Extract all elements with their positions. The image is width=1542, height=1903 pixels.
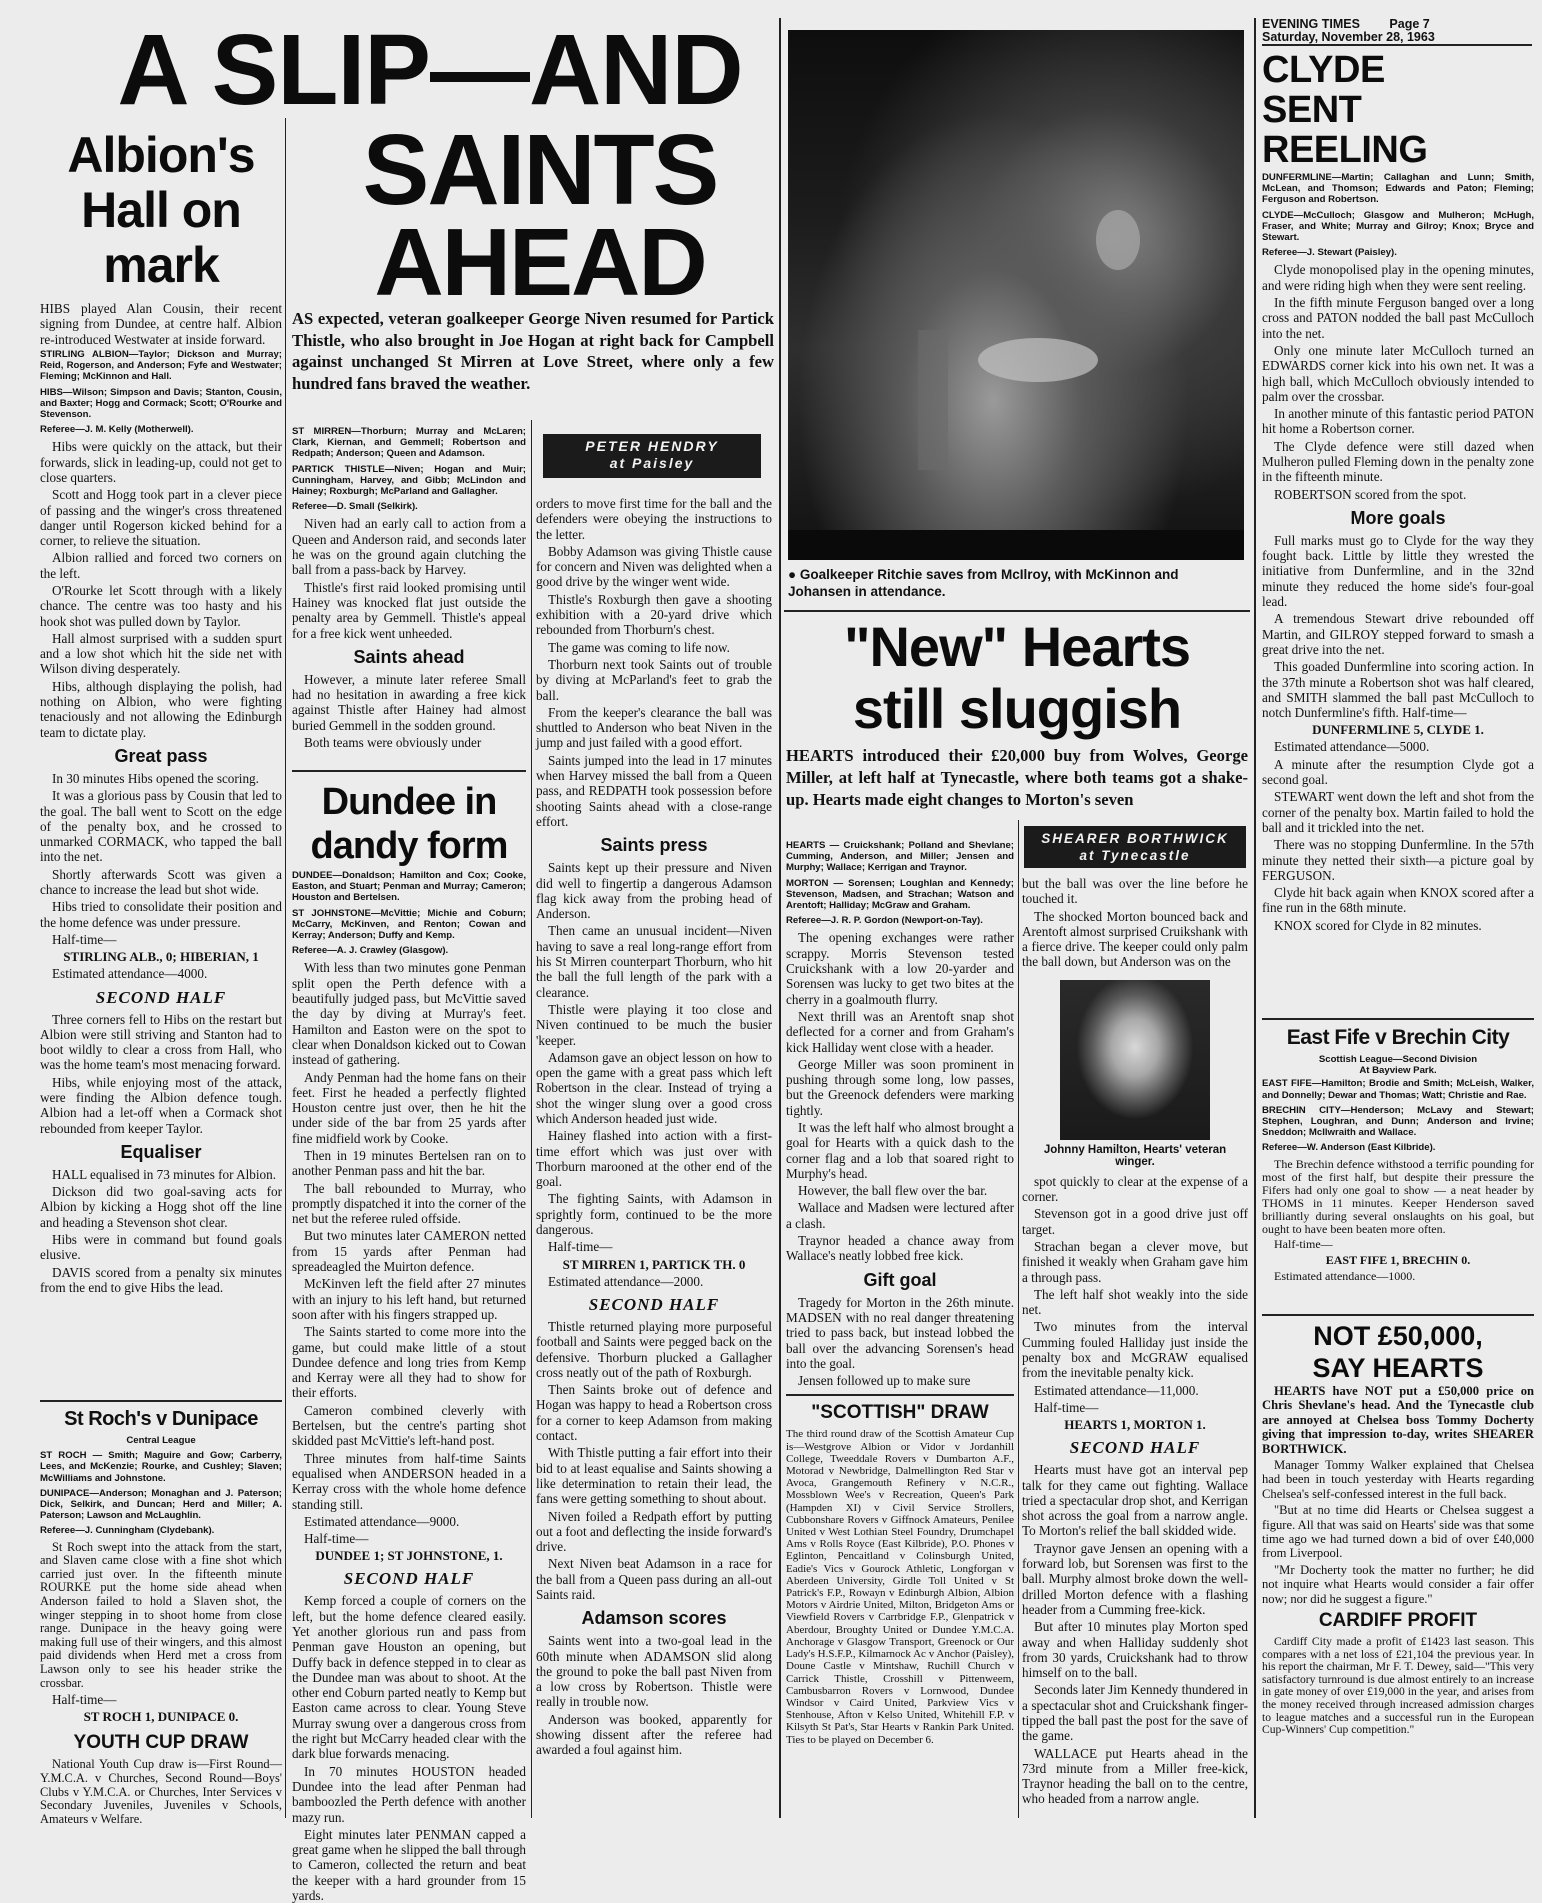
paragraph: HALL equalised in 73 minutes for Albion. [52, 1166, 277, 1182]
dundee-lineup: DUNDEE—Donaldson; Hamilton and Cox; Cooke, Easton, and Stuart; Penman and Murray; Cameron; Houston and Bertelsen. [292, 870, 526, 904]
paragraph: HEARTS have NOT put a £50,000 price on Chris Shevlane's head. And the Tynecastle club are annoyed at Chelsea boss Tommy Docherty giving that impression to-day, writes SHEARER BORTHWICK. [1262, 1384, 1534, 1456]
masthead [1262, 18, 1532, 46]
eastfife-lineup: EAST FIFE—Hamilton; Brodie and Smith; McLeish, Walker, and Donnelly; Dewar and Thomas; Watt; Christie and Rae. [1262, 1078, 1534, 1101]
divider [784, 610, 1250, 612]
youth-headline: YOUTH CUP DRAW [73, 1732, 249, 1754]
hearts-byline [1024, 826, 1246, 868]
paragraph: It was a glorious pass by Cousin that led to the goal. The ball went to Scott on the edge of the penalty box, and he crossed to unmarked CORMACK, who tapped the ball into the net. [40, 788, 282, 865]
paragraph: Traynor gave Jensen an opening with a forward lob, but Sorensen was first to the ball. Murphy almost broke down the well-drilled Morton defence with a flashing header from a Cumming free-kick. [1022, 1540, 1248, 1617]
clyde-referee: Referee—J. Stewart (Paisley). [1262, 247, 1397, 259]
paragraph: but the ball was over the line before he touched it. [1022, 876, 1248, 907]
paragraph: Wallace and Madsen were lectured after a clash. [786, 1200, 1014, 1231]
halftime-label: Half-time— [1034, 1399, 1099, 1415]
masthead-paper: EVENING TIMES [1262, 17, 1360, 31]
match-photo [788, 30, 1244, 560]
albion-headline-line: Albion's [67, 127, 255, 183]
notfifty-headline-line: NOT £50,000, [1313, 1321, 1483, 1351]
clyde-article [1262, 50, 1534, 1030]
hearts-lineup: HEARTS — Cruickshank; Polland and Shevlane; Cumming, Anderson, and Miller; Jensen and Murphy; Wallace; Kerrigan and Traynor. [786, 840, 1014, 874]
cardiff-headline: CARDIFF PROFIT [1318, 1610, 1478, 1632]
paragraph: Thorburn next took Saints out of trouble by diving at McParland's feet to grab the ball. [536, 656, 772, 703]
paragraph: Jensen followed up to make sure [798, 1373, 971, 1389]
paragraph: A tremendous Stewart drive rebounded off Martin, and GILROY stepped forward to smash a great drive into the net. [1262, 611, 1534, 657]
column-rule [531, 420, 532, 1818]
paragraph: From the keeper's clearance the ball was shuttled to Anderson who beat Niven in the jump and just failed with a good effort. [536, 704, 772, 751]
albion-subhead-second-half: SECOND HALF [95, 987, 227, 1007]
paragraph: Adamson gave an object lesson on how to open the game with a great pass which left Robertson in the clear. Instead of trying a shot the winger slung over a good cross which Anderson headed just wide. [536, 1049, 772, 1126]
dundee-subhead-second-half: SECOND HALF [343, 1569, 475, 1589]
albion-lineup-hibs: HIBS—Wilson; Simpson and Davis; Stanton, Cousin, and Baxter; Hogg and Cormack; Scott; O'Rourke and Stevenson. [40, 386, 282, 420]
clyde-headline-line: CLYDE [1262, 49, 1385, 91]
paragraph: Dickson did two goal-saving acts for Albion by kicking a Hogg shot off the line and heading a Stevenson shot clear. [40, 1184, 282, 1230]
stjohnstone-lineup: ST JOHNSTONE—McVittie; Michie and Coburn; McCarry, McKinven, and Renton; Cowan and Kerray; Anderson; Duffy and Kemp. [292, 907, 526, 942]
byline-place: at Paisley [609, 455, 695, 471]
hearts-referee: Referee—J. R. P. Gordon (Newport-on-Tay). [786, 915, 983, 927]
dundee-headline-line: Dundee in [321, 781, 497, 823]
attendance: Estimated attendance—5000. [1274, 739, 1430, 755]
albion-referee: Referee—J. M. Kelly (Motherwell). [40, 424, 194, 436]
paragraph: The game was coming to life now. [548, 639, 730, 655]
paragraph: It was the left half who almost brought a goal for Hearts with a quick dash to the corner flag and a lob that soared right to Murphy's head. [786, 1119, 1014, 1181]
paragraph: WALLACE put Hearts ahead in the 73rd minute from a Miller free-kick, Traynor heading the ball on to the centre, who headed from a narrow angle. [1022, 1745, 1248, 1807]
paragraph: With less than two minutes gone Penman split open the Perth defence with a beautifully judged pass, but McVittie saved the day by diving at Murray's feet. Hamilton and Easton were on the spot to clear when Donaldson kicked out to Cowan instead of gathering. [292, 960, 526, 1068]
hearts-score: HEARTS 1, MORTON 1. [1064, 1417, 1206, 1433]
main-headline-line1: A SLIP—AND [117, 14, 743, 126]
paragraph: Tragedy for Morton in the 26th minute. MADSEN with no real danger threatening tried to pass back, but instead lobbed the ball over the advancing Sorensen's head into the goal. [786, 1294, 1014, 1371]
eastfife-venue: At Bayview Park. [1359, 1065, 1437, 1077]
paragraph: Hibs were in command but found goals elusive. [40, 1232, 282, 1263]
eastfife-score: EAST FIFE 1, BRECHIN 0. [1325, 1252, 1471, 1267]
paragraph: Scott and Hogg took part in a clever piece of passing and the winger's cross threatened danger until Rogerson kicked behind for a corner, to relieve the situation. [40, 487, 282, 549]
hearts-subhead-second-half: SECOND HALF [1069, 1438, 1201, 1458]
photo-caption [788, 566, 1244, 606]
partick-lineup: PARTICK THISTLE—Niven; Hogan and Muir; Cunningham, Harvey, and Gibb; McLindon and Hainey; Roxburgh; McParland and Gallagher. [292, 463, 526, 498]
halftime-score: STIRLING ALB., 0; HIBERIAN, 1 [63, 949, 259, 965]
hearts-headline [784, 616, 1250, 746]
paragraph: Strachan began a clever move, but finished it weakly when Graham gave him a through pass. [1022, 1238, 1248, 1285]
stroch-lineup: ST ROCH — Smith; Maguire and Gow; Carberry, Lees, and McKenzie; Rourke, and Cushley; Slaven; McWilliams and Johnstone. [40, 1450, 282, 1484]
attendance: Estimated attendance—1000. [1274, 1268, 1416, 1283]
clyde-headline-line: REELING [1262, 129, 1428, 171]
paragraph: Saints kept up their pressure and Niven did well to fingertip a dangerous Adamson flag kick away from the probing head of Anderson. [536, 860, 772, 922]
youth-paragraph: National Youth Cup draw is—First Round—Y.M.C.A. v Churches, Second Round—Boys' Clubs v Y.M.C.A. or Churches, Inter Services v Secondary Juveniles, Juveniles v Schools, Amateurs v Welfare. [40, 1757, 282, 1826]
column-rule [285, 118, 286, 1818]
bullet-icon: ● [788, 567, 800, 582]
paragraph: The Saints started to come more into the game, but could make little of a stout Dundee defence and long tries from Kemp and Kerray were all they had to show for their efforts. [292, 1324, 526, 1401]
paragraph: Saints went into a two-goal lead in the 60th minute when ADAMSON slid along the ground to poke the ball past Niven from a low cross by Robertson. Thistle were really in trouble now. [536, 1633, 772, 1710]
paragraph: However, a minute later referee Small had no hesitation in awarding a free kick against Thistle after Hainey had almost buried Gemmell in the sodden ground. [292, 671, 526, 733]
albion-headline [40, 128, 282, 293]
paragraph: There was no stopping Dunfermline. In the 57th minute they netted their sixth—a picture goal by FERGUSON. [1262, 837, 1534, 883]
paragraph: O'Rourke let Scott through with a likely chance. The centre was too hasty and his hook shot was pulled down by Taylor. [40, 582, 282, 629]
albion-subhead-equaliser: Equaliser [120, 1141, 202, 1162]
paragraph: In another minute of this fantastic period PATON hit home a Robertson corner. [1262, 406, 1534, 437]
attendance: Estimated attendance—11,000. [1034, 1382, 1199, 1398]
paragraph: The shocked Morton bounced back and Arentoft almost surprised Cruikshank with a fierce drive. The keeper could only palm the ball down, but Anderson was on the [1022, 908, 1248, 970]
paragraph: "Mr Docherty took the matter no further; he did not inquire what Hearts would consider a fair offer now; nor did he suggest a figure." [1262, 1562, 1534, 1606]
albion-lineup-stirling: STIRLING ALBION—Taylor; Dickson and Murray; Reid, Rogerson, and Anderson; Fyfe and Westwater; Fleming; McKinnon and Hall. [40, 348, 282, 383]
paragraph: DAVIS scored from a penalty six minutes from the end to give Hibs the lead. [40, 1264, 282, 1295]
clyde-lineup: CLYDE—McCulloch; Glasgow and Mulheron; McHugh, Fraser, and White; Murray and Gilroy; Knox; Bryce and Stewart. [1262, 209, 1534, 244]
photo-figures [788, 30, 1244, 560]
paragraph: Shortly afterwards Scott was given a chance to increase the lead but shot wide. [40, 866, 282, 898]
dundee-headline-line: dandy form [310, 825, 508, 867]
paragraph: Both teams were obviously under [304, 734, 482, 750]
paragraph: Thistle were playing it too close and Niven continued to be much the busier 'keeper. [536, 1001, 772, 1048]
paragraph: Three minutes from half-time Saints equalised when ANDERSON headed in a Kerray cross with the whole home defence standing still. [292, 1450, 526, 1512]
paragraph: This goaded Dunfermline into scoring action. In the 37th minute a Robertson shot was half cleared, and SMITH slammed the ball past McCulloch to notch Dunfermline's fifth. Half-time— [1262, 659, 1534, 721]
paragraph: Three corners fell to Hibs on the restart but Albion were still striving and Stanton had to boot wildly to clear a cross from Hall, who was the home team's most menacing forward. [40, 1011, 282, 1073]
divider [786, 1394, 1014, 1396]
divider [1262, 1314, 1534, 1316]
hearts-headline-line: still sluggish [852, 677, 1182, 740]
paragraph: orders to move first time for the ball and the defenders were obeying the instructions to the letter. [536, 496, 772, 542]
eastfife-article [1262, 1018, 1534, 1308]
column-rule [1018, 820, 1019, 1818]
stroch-league: Central League [126, 1435, 196, 1446]
partick-subhead-second-half: SECOND HALF [588, 1294, 720, 1314]
paragraph: Seconds later Jim Kennedy thundered in a spectacular shot and Cruickshank finger-tipped the ball past the post for the save of the game. [1022, 1682, 1248, 1744]
paragraph: The ball rebounded to Murray, who promptly dispatched it into the corner of the net but the referee ruled offside. [292, 1180, 526, 1227]
albion-headline-line: Hall on [81, 182, 241, 238]
clyde-subhead-more-goals: More goals [1350, 507, 1446, 528]
halftime-label: Half-time— [1274, 1236, 1333, 1251]
halftime-label: Half-time— [304, 1531, 369, 1547]
paragraph: Thistle returned playing more purposeful football and Saints were pegged back on the defensive. Thorburn plucked a Gallagher cross neatly out of the path of Roxburgh. [536, 1318, 772, 1380]
stroch-lineup2: DUNIPACE—Anderson; Monaghan and J. Paterson; Dick, Selkirk, and Duncan; Herd and Miller; A. Paterson; Lawson and McLaughlin. [40, 1487, 282, 1522]
paragraph: McKinven left the field after 27 minutes with an injury to his left hand, but returned soon after with his fingers strapped up. [292, 1276, 526, 1322]
hearts-standfirst: HEARTS introduced their £20,000 buy from Wolves, George Miller, at left half at Tynecastle, where both teams got a shake-up. Hearts made eight changes to Morton's seven [786, 746, 1248, 809]
paragraph: Next thrill was an Arentoft snap shot deflected for a corner and from Graham's kick Halliday went close with a header. [786, 1008, 1014, 1055]
paragraph: Niven foiled a Redpath effort by putting out a foot and deflecting the inside forward's drive. [536, 1508, 772, 1555]
paragraph: Hibs tried to consolidate their position and the home defence was under pressure. [40, 899, 282, 930]
albion-intro: HIBS played Alan Cousin, their recent signing from Dundee, at centre half. Albion re-introduced Westwater at inside forward. [40, 301, 282, 347]
paragraph: Then Saints broke out of defence and Hogan was happy to head a Robertson cross for a corner to keep Adamson from making contact. [536, 1382, 772, 1444]
paragraph: Clyde monopolised play in the opening minutes, and were riding high when they were sent reeling. [1262, 262, 1534, 293]
paragraph: Clyde hit back again when KNOX scored after a fine run in the 68th minute. [1262, 885, 1534, 916]
dundee-score: DUNDEE 1; ST JOHNSTONE, 1. [315, 1548, 503, 1564]
partick-referee: Referee—D. Small (Selkirk). [292, 501, 418, 513]
column-rule [1254, 18, 1256, 1818]
albion-headline-line: mark [103, 237, 219, 293]
stroch-referee: Referee—J. Cunningham (Clydebank). [40, 1525, 215, 1537]
paragraph: The fighting Saints, with Adamson in sprightly form, continued to be the more dangerous. [536, 1191, 772, 1238]
attendance: Estimated attendance—2000. [548, 1273, 704, 1289]
paragraph: Saints jumped into the lead in 17 minutes when Harvey missed the ball from a Queen pass, and REDPATH took possession before shooting Saints ahead with a close-range effort. [536, 752, 772, 829]
paragraph: However, the ball flew over the bar. [798, 1183, 988, 1199]
paragraph: With Thistle putting a fair effort into their bid to at least equalise and Saints showing a like determination to retain their lead, the fans were getting something to shout about. [536, 1445, 772, 1507]
hearts-column-1 [786, 838, 1014, 1818]
paragraph: In 70 minutes HOUSTON headed Dundee into the lead after Penman had bamboozled the Perth defence with another mazy run. [292, 1763, 526, 1825]
paragraph: St Roch swept into the attack from the start, and Slaven came close with a fine shot which carried just over. In the fifteenth minute ROURKE put the home side ahead when Anderson failed to hold a Slaven shot, the winger stepping in to shoot home from close range. Dunipace in the heavy going were making full use of their wingers, and this almost paid dividends when Herd met a cross from Lawson only to see his header strike the crossbar. [40, 1539, 282, 1690]
divider [292, 770, 526, 772]
paragraph: Hainey flashed into action with a first-time effort which was just over with Thorburn marooned at the other end of the goal. [536, 1128, 772, 1190]
halftime-label: Half-time— [548, 1239, 613, 1255]
paragraph: Hibs were quickly on the attack, but their forwards, slick in leading-up, could not get to close quarters. [40, 439, 282, 485]
paragraph: Hibs, although displaying the polish, had nothing on Albion, who were fighting tenaciously and not allowing the Edinburgh team to dictate play. [40, 678, 282, 740]
morton-lineup: MORTON — Sorensen; Loughlan and Kennedy; Stevenson, Madsen, and Strachan; Watson and Arentoft; Halliday; McGraw and Graham. [786, 877, 1014, 912]
paragraph: Eight minutes later PENMAN capped a great game when he slipped the ball through to Cameron, collected the return and beat the keeper with a hard grounder from 15 yards. [292, 1826, 527, 1903]
paragraph: But two minutes later CAMERON netted from 15 yards after Penman had spreadeagled the Muirton defence. [292, 1228, 526, 1275]
dundee-article [292, 770, 527, 1903]
scottish-draw-list: The third round draw of the Scottish Amateur Cup is—Westgrove Albion or Vidor v Jordanhill College, Tweeddale Rovers v Dumbarton A.F., Motorad v Newbridge, Dalmellington Red Star v Avoca, Grangemouth Refinery v N.C.R., Mossblown Wee's v Recreation, Queen's Park (Hampden XI) v Civil Service Strollers, Cubbonshare Rovers v Giffnock Amateurs, Penilee United v West Lothian Steel Foundry, Drumchapel Ams v Rolls Royce (East Kilbride), P.O. Phones v Eglinton, Pencaitland v Colinsburgh United, Eadie's Vics v Gourock Athletic, Longforgan v Aberdeen University, Girdle Toll United v St Patrick's F.P., Rowayn v Edinburgh Albion, Albion Motors v Airdrie United, Milton, Bridgeton Ams or Viewfield Rovers v Carrbridge F.P., Glenpatrick v Aberdour, Broughty United or Dundee Y.M.C.A. Anchorage v Glasgow Transport, Greenock or Our Lady's H.S.F.P., Kilmarnock Ac v Anchor (Paisley), Doune Castle v Mintshaw, Ruchill Church v Carrick Thistle, Crosshill v Pittenweem, Cambusbarron Rovers v Lornwood, Dundee Windsor v Caird United, Parkview Vics v Stenhouse, Afton v Kelso United, Whitehill F.P. v Kilsyth St Pat's, Star Hearts v Rankin Park United. Ties to be played on December 6. [786, 1428, 1014, 1746]
byline-place: at Tynecastle [1079, 848, 1191, 863]
photo-caption-text: Goalkeeper Ritchie saves from McIlroy, with McKinnon and Johansen in attendance. [788, 567, 1179, 599]
paragraph: George Miller was soon prominent in pushing through some long, low passes, but the Greenock defenders were marking tightly. [786, 1056, 1014, 1118]
partick-column-2 [536, 496, 772, 1818]
notfifty-article [1262, 1314, 1534, 1818]
notfifty-headline [1262, 1320, 1534, 1384]
hearts-column-2 [1022, 876, 1248, 1818]
main-headline-line2: SAINTS [362, 114, 718, 226]
paragraph: Niven had an early call to action from a Queen and Anderson raid, and seconds later he was on the ground again clutching the ball from a pass-back by Harvey. [292, 516, 526, 578]
paragraph: Albion rallied and forced two corners on the left. [40, 550, 282, 581]
paragraph: STEWART went down the left and shot from the corner of the penalty box. Martin failed to hold the ball and it trickled into the net. [1262, 789, 1534, 835]
byline-name: SHEARER BORTHWICK [1041, 831, 1229, 846]
paragraph: In 30 minutes Hibs opened the scoring. [52, 770, 259, 786]
paragraph: KNOX scored for Clyde in 82 minutes. [1274, 917, 1482, 933]
paragraph: Only one minute later McCulloch turned an EDWARDS corner kick into his own net. It was a high ball, which McCulloch obviously intended to palm over the crossbar. [1262, 342, 1534, 404]
paragraph: Stevenson got in a good drive just off target. [1022, 1206, 1248, 1237]
paragraph: Kemp forced a couple of corners on the left, but the home defence cleared easily. Yet another glorious run and pass from Penman gave Houston an opening, but Duffy back in defence stepped in to clear as the Dundee man was about to shoot. At the other end Coburn parted neatly to Kemp but Easton came across to clear. Young Steve Murray swung over a dangerous cross from the right but McCarry headed clear with the dark blue forwards menacing. [292, 1593, 526, 1762]
eastfife-referee: Referee—W. Anderson (East Kilbride). [1262, 1142, 1436, 1154]
paragraph: Hall almost surprised with a sudden spurt and a low shot which hit the side net with Wilson diving desperately. [40, 630, 282, 677]
partick-subhead-saints-ahead: Saints ahead [353, 646, 465, 667]
paragraph: Cameron combined cleverly with Bertelsen, but the centre's parting shot skidded past McVittie's left-hand post. [292, 1402, 526, 1449]
partick-subhead-saints-press: Saints press [600, 835, 708, 856]
paragraph: The opening exchanges were rather scrappy. Morris Stevenson tested Cruickshank with a low 20-yarder and Sorensen was lucky to get two bites at the cherry in a goalmouth flurry. [786, 930, 1014, 1007]
paragraph: Manager Tommy Walker explained that Chelsea had been in touch yesterday with Hearts regarding Chelsea's self-confessed interest in the full back. [1262, 1458, 1534, 1501]
halftime-label: Half-time— [52, 931, 117, 947]
byline-name: PETER HENDRY [585, 438, 719, 454]
notfifty-headline-line: SAY HEARTS [1312, 1353, 1484, 1383]
partick-score: ST MIRREN 1, PARTICK TH. 0 [562, 1256, 746, 1272]
paragraph: Then came an unusual incident—Niven having to save a real long-range effort from his St Mirren counterpart Thorburn, who hit the ball the full length of the park with a clearance. [536, 923, 772, 1000]
attendance: Estimated attendance—9000. [304, 1513, 460, 1529]
paragraph: Andy Penman had the home fans on their feet. First he headed a perfectly flighted Houston centre just over, then he hit the under side of the bar from 25 yards after fine midfield work by Cooke. [292, 1069, 526, 1146]
hearts-subhead-gift-goal: Gift goal [863, 1269, 937, 1290]
stroch-score: ST ROCH 1, DUNIPACE 0. [83, 1709, 239, 1725]
paragraph: Cardiff City made a profit of £1423 last season. This compares with a net loss of £21,104 the previous year. In his report the chairman, Mr F. T. Dewey, said—"This very satisfactory turnround is due almost entirely to an increase in gate money of over £19,000 in the year, and arises from the money received through increased admission charges to league matches and a successful run in the European Cup-Winners' Cup competition." [1262, 1635, 1534, 1737]
masthead-page: Page 7 [1389, 17, 1430, 31]
paragraph: Thistle's first raid looked promising until Hainey was knocked flat just outside the penalty area by Gemmell. Thistle's appeal for a free kick went unheeded. [292, 579, 526, 641]
portrait-caption: Johnny Hamilton, Hearts' veteran winger. [1043, 1143, 1227, 1168]
paragraph: Anderson was booked, apparently for showing dissent after the referee had awarded a foul against him. [536, 1711, 772, 1758]
eastfife-league: Scottish League—Second Division [1318, 1054, 1478, 1065]
paragraph: ROBERTSON scored from the spot. [1274, 486, 1467, 502]
paragraph: Hibs, while enjoying most of the attack, were finding the Albion defence tough. Albion had a let-off when a Cormack shot rebounded from keeper Taylor. [40, 1074, 282, 1136]
paragraph: Two minutes from the interval Cumming fouled Halliday just inside the penalty box and McGRAW equalised from the inevitable penalty kick. [1022, 1319, 1248, 1381]
dunfermline-lineup: DUNFERMLINE—Martin; Callaghan and Lunn; Smith, McLean, and Thomson; Edwards and Paton; Fleming; Ferguson and Robertson. [1262, 172, 1534, 206]
hearts-headline-line: "New" Hearts [843, 615, 1191, 678]
masthead-date: Saturday, November 28, 1963 [1262, 31, 1532, 46]
paragraph: Thistle's Roxburgh then gave a shooting exhibition with a 20-yard drive which rebounded from Thorburn's chest. [536, 591, 772, 638]
stroch-article [40, 1400, 282, 1826]
dundee-referee: Referee—A. J. Crawley (Glasgow). [292, 945, 449, 957]
albion-subhead-great-pass: Great pass [114, 745, 208, 766]
halftime-label: Half-time— [52, 1692, 117, 1708]
clyde-headline-line: SENT [1262, 89, 1362, 131]
paragraph: The left half shot weakly into the side net. [1022, 1286, 1248, 1318]
paragraph: Then in 19 minutes Bertelsen ran on to another Penman pass and hit the bar. [292, 1147, 526, 1179]
dundee-headline [292, 780, 526, 868]
paragraph: The Brechin defence withstood a terrific pounding for most of the first half, but despite their pressure the Fifers had only one goal to show — a neat header by THOMS in 11 minutes. Keeper Henderson saved brilliantly during several onslaughts on his goal, but ought to have been beaten more often. [1262, 1156, 1534, 1236]
partick-byline [543, 434, 761, 478]
partick-subhead-adamson-scores: Adamson scores [581, 1608, 727, 1629]
stroch-headline: St Roch's v Dunipace [64, 1408, 258, 1430]
partick-standfirst: AS expected, veteran goalkeeper George Niven resumed for Partick Thistle, who also brought in Joe Hogan at right back for Campbell against unchanged St Mirren at Love Street, where only a few hundred fans braved the weather. [292, 309, 774, 393]
brechin-lineup: BRECHIN CITY—Henderson; McLavy and Stewart; Stephen, Loughran, and Dunn; Anderson and Irvine; Sneddon; McIlwraith and Wallace. [1262, 1104, 1534, 1139]
partick-column-1 [292, 424, 526, 764]
paragraph: Next Niven beat Adamson in a race for the ball from a Queen pass during an all-out Saints raid. [536, 1556, 772, 1602]
paragraph: Full marks must go to Clyde for the way they fought back. Little by little they wrested the initiative from Dunfermline, and in the 32nd minute they reduced the home side's four-goal lead. [1262, 532, 1534, 610]
divider [1262, 1018, 1534, 1020]
paragraph: Bobby Adamson was giving Thistle cause for concern and Niven was delighted when a good drive by the winger went wide. [536, 543, 772, 590]
attendance: Estimated attendance—4000. [52, 966, 208, 982]
paragraph: The Clyde defence were still dazed when Mulheron pulled Fleming down in the penalty zone in the fifteenth minute. [1262, 438, 1534, 485]
clyde-headline [1262, 50, 1534, 170]
divider [40, 1400, 282, 1402]
paragraph: In the fifth minute Ferguson banged over a long cross and PATON nodded the ball past McCulloch into the net. [1262, 295, 1534, 341]
paragraph: Traynor headed a chance away from Wallace's neatly lobbed free kick. [786, 1233, 1014, 1264]
clyde-score: DUNFERMLINE 5, CLYDE 1. [1312, 722, 1484, 738]
paragraph: "But at no time did Hearts or Chelsea suggest a figure. All that was said on Hearts' side was that some time ago we had turned down a bid of over £40,000 from Liverpool. [1262, 1503, 1534, 1561]
johnny-hamilton-portrait [1060, 980, 1210, 1140]
scottish-draw-headline: "SCOTTISH" DRAW [811, 1402, 989, 1424]
stmirren-lineup: ST MIRREN—Thorburn; Murray and McLaren; Clark, Kiernan, and Gemmell; Robertson and Redpath; Anderson; Queen and Adamson. [292, 426, 526, 460]
paragraph: spot quickly to clear at the expense of a corner. [1022, 1173, 1248, 1205]
paragraph: But after 10 minutes play Morton sped away and when Halliday suddenly shot from 30 yards, Cruickshank had to throw himself on to the ball. [1022, 1619, 1248, 1681]
paragraph: A minute after the resumption Clyde got a second goal. [1262, 756, 1534, 788]
main-headline-line3: AHEAD [374, 209, 706, 316]
eastfife-headline: East Fife v Brechin City [1286, 1026, 1510, 1049]
paragraph: Hearts must have got an interval pep talk for they came out fighting. Wallace tried a spectacular drop shot, and Kerrigan shot across the goal from a narrow angle. To Morton's relief the ball skidded wide. [1022, 1462, 1248, 1539]
